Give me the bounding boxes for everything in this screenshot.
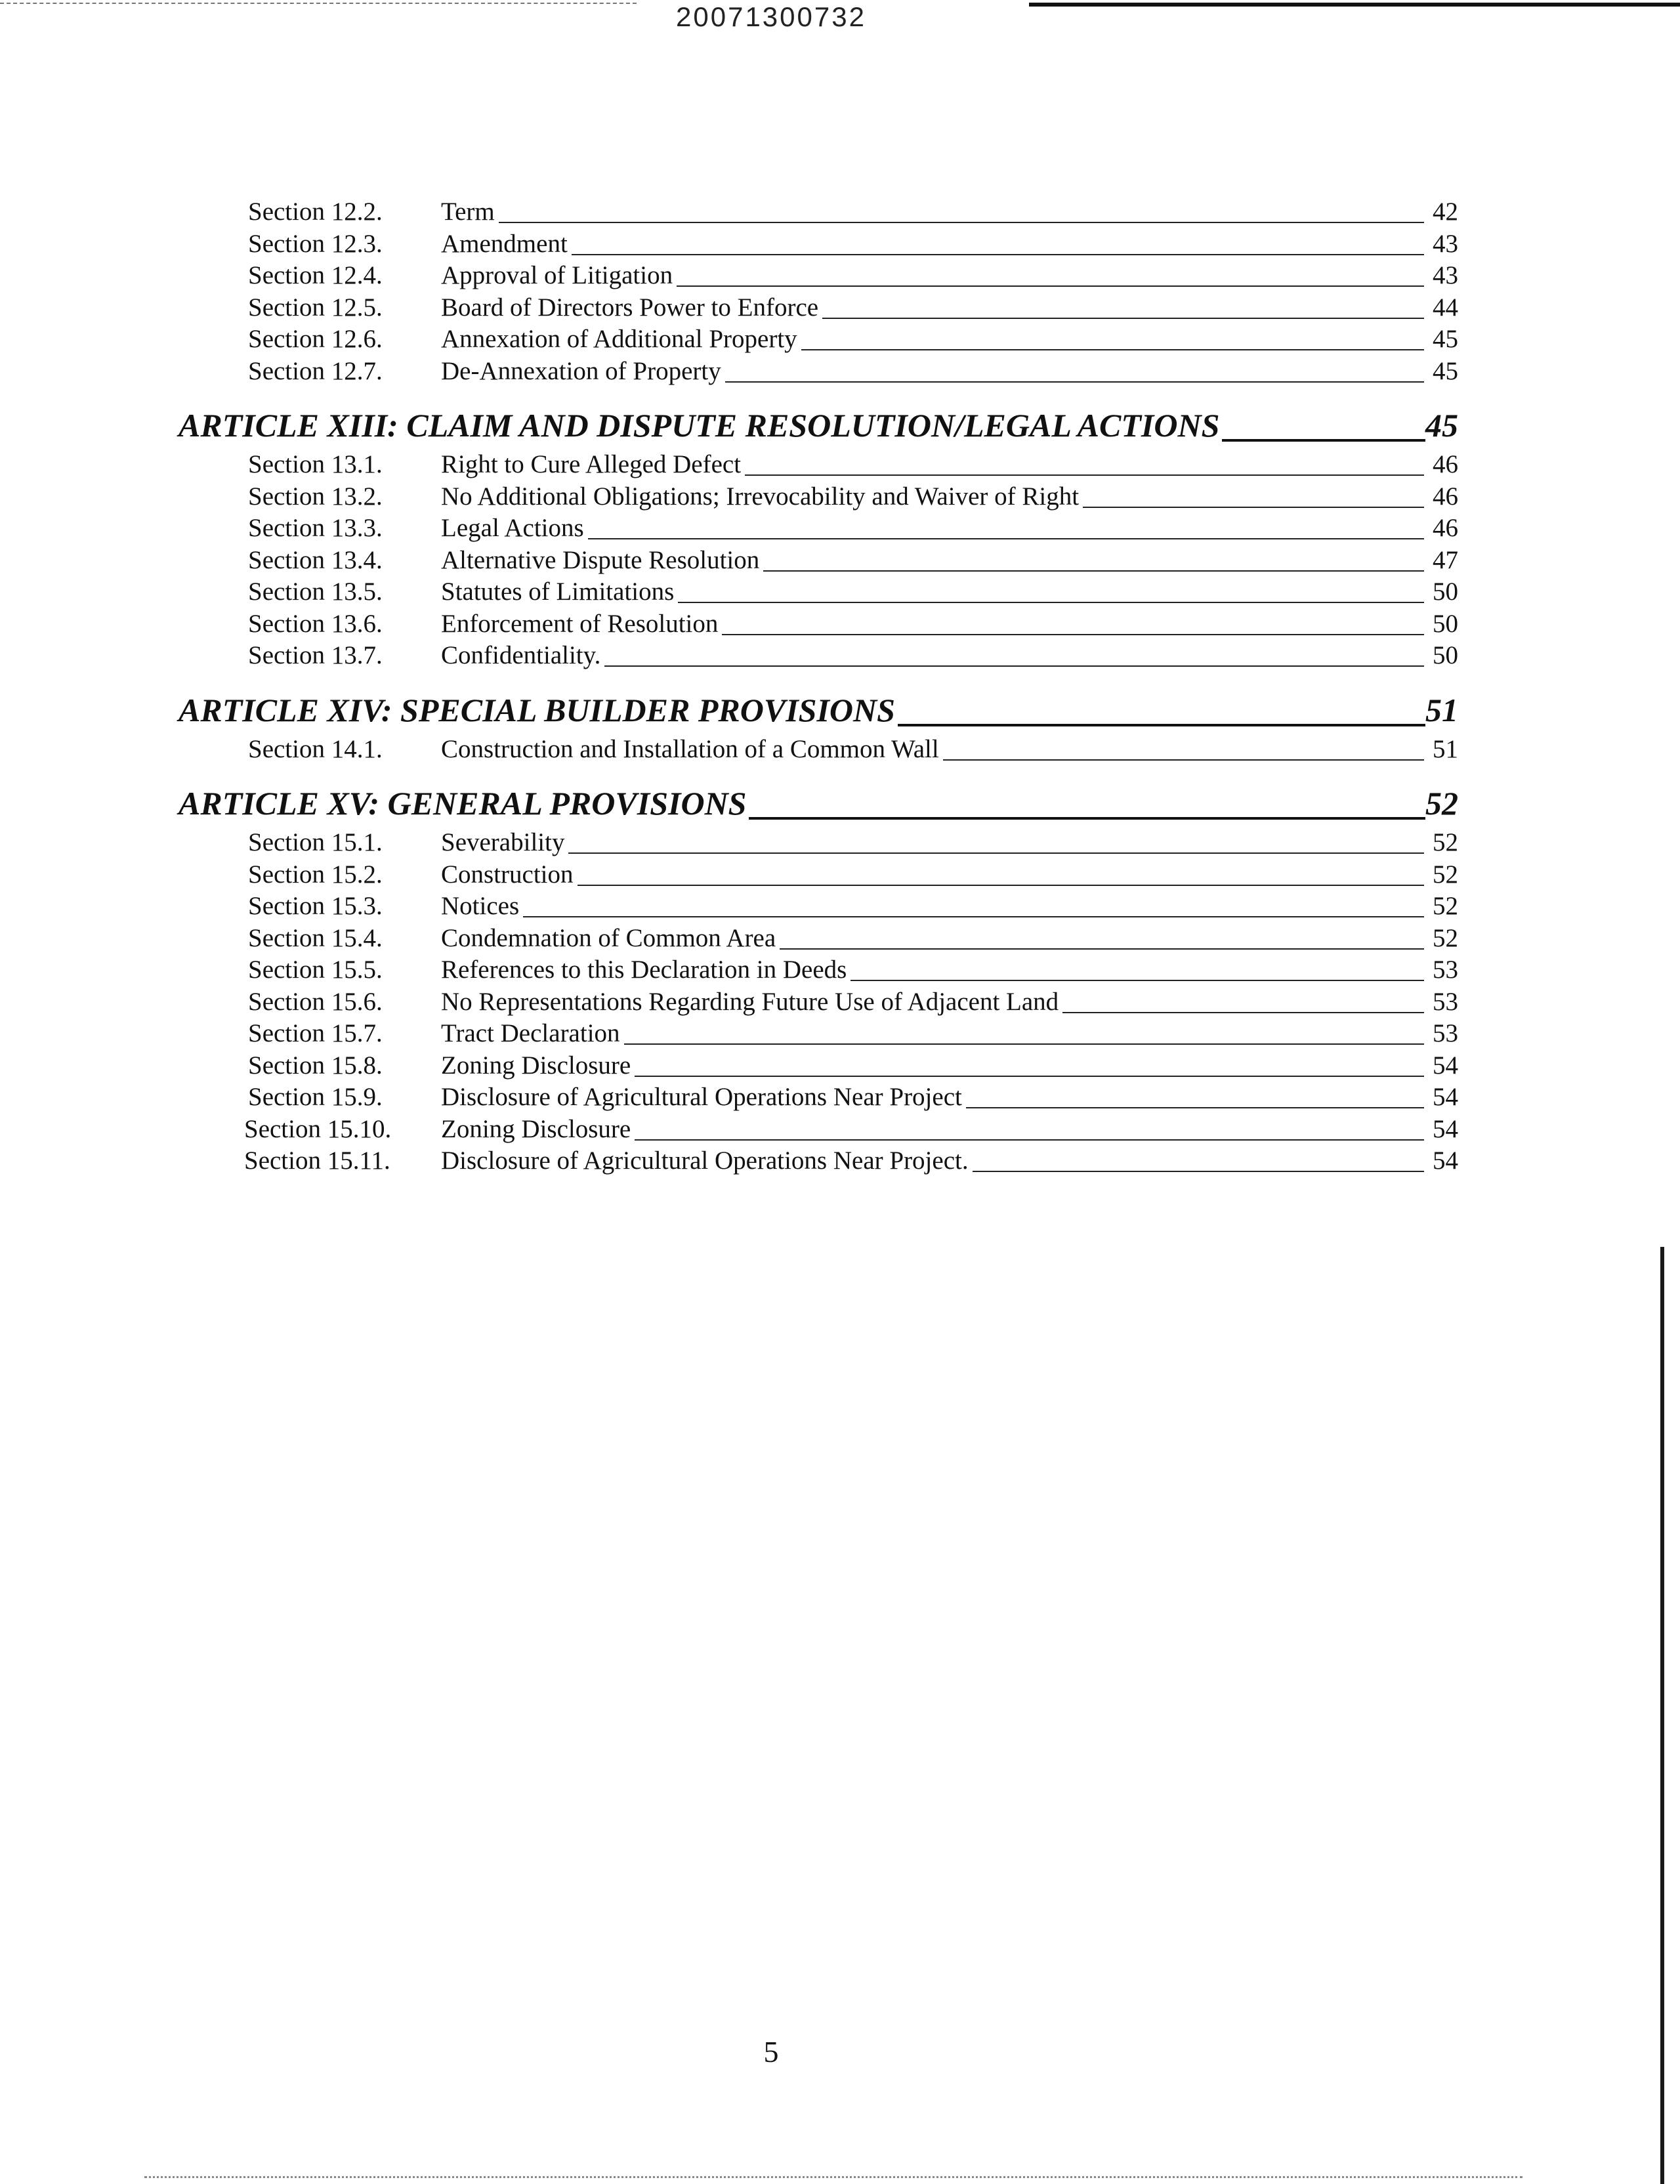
section-number: Section 13.5. [248, 578, 383, 606]
section-title: Confidentiality. [441, 640, 604, 670]
section-number: Section 12.4. [248, 261, 383, 289]
toc-entry[interactable] [0, 734, 1680, 766]
toc-entry[interactable] [0, 229, 1680, 261]
article-title: ARTICLE XIV: SPECIAL BUILDER PROVISIONS [178, 691, 898, 729]
section-page-number: 54 [1433, 1083, 1458, 1111]
section-page-number: 50 [1433, 641, 1458, 669]
section-leader-line [441, 538, 1424, 539]
document-number: 20071300732 [676, 1, 866, 32]
section-number: Section 15.10. [244, 1114, 392, 1143]
section-number: Section 13.2. [248, 482, 383, 511]
section-number: Section 15.8. [248, 1051, 383, 1080]
section-title: Statutes of Limitations [441, 577, 678, 606]
section-page-number: 45 [1433, 356, 1458, 385]
toc-entry[interactable] [0, 513, 1680, 545]
section-page-number: 54 [1433, 1146, 1458, 1175]
section-title: Notices [441, 891, 523, 921]
section-page-number: 46 [1433, 514, 1458, 542]
section-title: Enforcement of Resolution [441, 609, 722, 639]
toc-entry[interactable] [0, 1082, 1680, 1114]
section-page-number: 52 [1433, 828, 1458, 856]
section-title: Approval of Litigation [441, 261, 677, 290]
section-page-number: 46 [1433, 450, 1458, 478]
article-page-number: 52 [1425, 785, 1458, 822]
section-number: Section 15.5. [248, 956, 383, 984]
section-title: Construction [441, 860, 578, 889]
section-number: Section 12.5. [248, 293, 383, 322]
section-page-number: 42 [1433, 198, 1458, 226]
section-title: Construction and Installation of a Common Wall [441, 734, 943, 764]
section-title: De-Annexation of Property [441, 356, 725, 386]
toc-entry[interactable] [0, 891, 1680, 923]
section-title: No Representations Regarding Future Use of Adjacent Land [441, 987, 1062, 1017]
section-number: Section 13.6. [248, 609, 383, 638]
section-leader-line [441, 254, 1424, 255]
section-number: Section 12.3. [248, 229, 383, 258]
section-title: Tract Declaration [441, 1018, 624, 1048]
section-leader-line [441, 916, 1424, 917]
article-title: ARTICLE XIII: CLAIM AND DISPUTE RESOLUTION/LEGAL ACTIONS [178, 406, 1222, 444]
section-number: Section 15.3. [248, 892, 383, 920]
toc-entry[interactable] [0, 1114, 1680, 1146]
section-page-number: 52 [1433, 860, 1458, 889]
section-page-number: 53 [1433, 1019, 1458, 1047]
section-page-number: 50 [1433, 609, 1458, 638]
section-title: Disclosure of Agricultural Operations Near Project. [441, 1146, 973, 1175]
toc-entry[interactable] [0, 324, 1680, 356]
section-title: Annexation of Additional Property [441, 324, 801, 354]
section-page-number: 53 [1433, 987, 1458, 1016]
section-number: Section 12.6. [248, 325, 383, 353]
toc-entry[interactable] [0, 1018, 1680, 1051]
scan-artifact-bottom [144, 2176, 1522, 2178]
toc-entry[interactable] [0, 450, 1680, 482]
section-page-number: 54 [1433, 1114, 1458, 1143]
toc-entry[interactable] [0, 640, 1680, 673]
section-page-number: 47 [1433, 545, 1458, 574]
article-title: ARTICLE XV: GENERAL PROVISIONS [178, 784, 749, 822]
section-number: Section 13.3. [248, 514, 383, 542]
section-leader-line [441, 885, 1424, 886]
section-title: Severability [441, 828, 568, 857]
section-number: Section 15.6. [248, 987, 383, 1016]
section-leader-line [441, 222, 1424, 223]
toc-entry[interactable] [0, 828, 1680, 860]
toc-entry[interactable] [0, 860, 1680, 892]
section-number: Section 13.7. [248, 641, 383, 669]
section-title: Legal Actions [441, 513, 588, 543]
section-number: Section 13.1. [248, 450, 383, 478]
toc-entry[interactable] [0, 1146, 1680, 1178]
section-leader-line [441, 852, 1424, 854]
section-title: Zoning Disclosure [441, 1114, 635, 1144]
toc-article-heading[interactable] [0, 784, 1680, 828]
toc-entry[interactable] [0, 197, 1680, 229]
section-title: Amendment [441, 229, 572, 259]
section-page-number: 45 [1433, 325, 1458, 353]
toc-entry[interactable] [0, 955, 1680, 987]
section-page-number: 54 [1433, 1051, 1458, 1080]
toc-entry[interactable] [0, 261, 1680, 293]
article-page-number: 45 [1425, 407, 1458, 444]
section-page-number: 50 [1433, 578, 1458, 606]
toc-entry[interactable] [0, 293, 1680, 325]
section-page-number: 53 [1433, 956, 1458, 984]
section-title: References to this Declaration in Deeds [441, 955, 850, 984]
section-page-number: 52 [1433, 892, 1458, 920]
section-page-number: 51 [1433, 734, 1458, 763]
page-number: 5 [763, 2035, 779, 2068]
toc-entry[interactable] [0, 609, 1680, 641]
section-number: Section 15.1. [248, 828, 383, 856]
toc-article-heading[interactable] [0, 691, 1680, 734]
section-title: No Additional Obligations; Irrevocability and Waiver of Right [441, 482, 1083, 511]
toc-entry[interactable] [0, 545, 1680, 578]
section-number: Section 15.2. [248, 860, 383, 889]
section-number: Section 15.4. [248, 923, 383, 952]
toc-entry[interactable] [0, 987, 1680, 1019]
section-title: Board of Directors Power to Enforce [441, 293, 822, 322]
section-title: Disclosure of Agricultural Operations Near Project [441, 1082, 966, 1112]
section-page-number: 43 [1433, 261, 1458, 289]
toc-entry[interactable] [0, 356, 1680, 388]
section-title: Alternative Dispute Resolution [441, 545, 763, 575]
section-number: Section 12.7. [248, 356, 383, 385]
section-number: Section 13.4. [248, 545, 383, 574]
scan-artifact-right-edge [1660, 1247, 1664, 2184]
section-title: Condemnation of Common Area [441, 923, 780, 953]
section-number: Section 15.11. [244, 1146, 390, 1175]
section-page-number: 46 [1433, 482, 1458, 511]
section-number: Section 15.9. [248, 1083, 383, 1111]
toc-article-heading[interactable] [0, 406, 1680, 450]
section-title: Zoning Disclosure [441, 1051, 635, 1080]
section-title: Right to Cure Alleged Defect [441, 450, 745, 479]
section-number: Section 15.7. [248, 1019, 383, 1047]
article-page-number: 51 [1425, 691, 1458, 728]
section-number: Section 14.1. [248, 734, 383, 763]
section-page-number: 52 [1433, 923, 1458, 952]
section-title: Term [441, 197, 499, 226]
section-page-number: 43 [1433, 229, 1458, 258]
toc-entry[interactable] [0, 482, 1680, 514]
toc-entry[interactable] [0, 923, 1680, 956]
toc-entry[interactable] [0, 577, 1680, 609]
section-number: Section 12.2. [248, 198, 383, 226]
toc-entry[interactable] [0, 1051, 1680, 1083]
table-of-contents [0, 197, 1680, 1178]
section-page-number: 44 [1433, 293, 1458, 322]
